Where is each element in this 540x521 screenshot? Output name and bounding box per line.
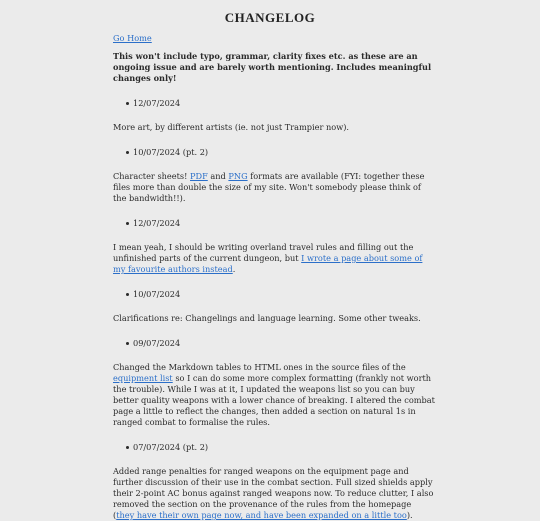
entry-text-part: formats are available (FYI: together these files more than double the size of my site. Won't somebody please think of the bandwidth!!). [113, 171, 425, 203]
entry-text-part: . [232, 264, 236, 274]
entry-text-part: Added range penalties for ranged weapons on the equipment page and further discussion of their use in the combat section. Full sized shields apply their 2-point AC bonus against ranged weapons now. To reduce clutter, I also removed the section on the provenance of the rules from the homepage ( [113, 466, 434, 520]
entry-date: 12/07/2024 [113, 98, 435, 109]
entry-date-list [113, 442, 435, 453]
entry-text [113, 466, 435, 521]
entry-date: 10/07/2024 (pt. 2) [113, 147, 435, 158]
intro-text: This won't include typo, grammar, clarity fixes etc. as these are an ongoing issue and are barely worth mentioning. Includes meaningful changes only! [113, 51, 432, 83]
entry-date-list [113, 98, 435, 109]
entry-text-part: ). [406, 510, 413, 520]
entry-text-part: so I can do some more complex formatting (frankly not worth the trouble). While I was at it, I updated the weapons list so you can buy better quality weapons with a lower chance of breaking. I altered the combat page a little to reflect the changes, then added a section on natural 1s in ranged combat to formalise the rules. [113, 373, 435, 427]
entry-text [113, 242, 435, 275]
entry-text: More art, by different artists (ie. not just Trampier now). [113, 122, 349, 132]
entry-text-part: Changed the Markdown tables to HTML ones in the source files of the [113, 362, 406, 372]
png-link[interactable]: PNG [228, 171, 248, 181]
entry-date-list [113, 289, 435, 300]
pdf-link[interactable]: PDF [190, 171, 208, 181]
entry-date: 09/07/2024 [113, 338, 435, 349]
go-home-link[interactable]: Go Home [113, 33, 152, 43]
entry-text-part: I mean yeah, I should be writing overland travel rules and filling out the unfinished parts of the current dungeon, but [113, 242, 414, 263]
entry-text [113, 362, 435, 428]
page-title: CHANGELOG [224, 10, 316, 25]
entry-date-list [113, 338, 435, 349]
entry-date: 07/07/2024 (pt. 2) [113, 442, 435, 453]
entry-text-part: and [207, 171, 229, 181]
rules-provenance-link[interactable]: they have their own page now, and have been expanded on a little too [116, 510, 407, 520]
authors-page-link[interactable]: I wrote a page about some of my favourite authors instead [113, 253, 423, 274]
entry-text-part: Character sheets! [113, 171, 191, 181]
equipment-list-link[interactable]: equipment list [113, 373, 173, 383]
entry-text [113, 171, 435, 204]
entry-date: 12/07/2024 [113, 218, 435, 229]
entry-text: Clarifications re: Changelings and language learning. Some other tweaks. [113, 313, 421, 323]
entry-date: 10/07/2024 [113, 289, 435, 300]
entry-date-list [113, 147, 435, 158]
entry-date-list [113, 218, 435, 229]
changelog-content [113, 33, 435, 521]
